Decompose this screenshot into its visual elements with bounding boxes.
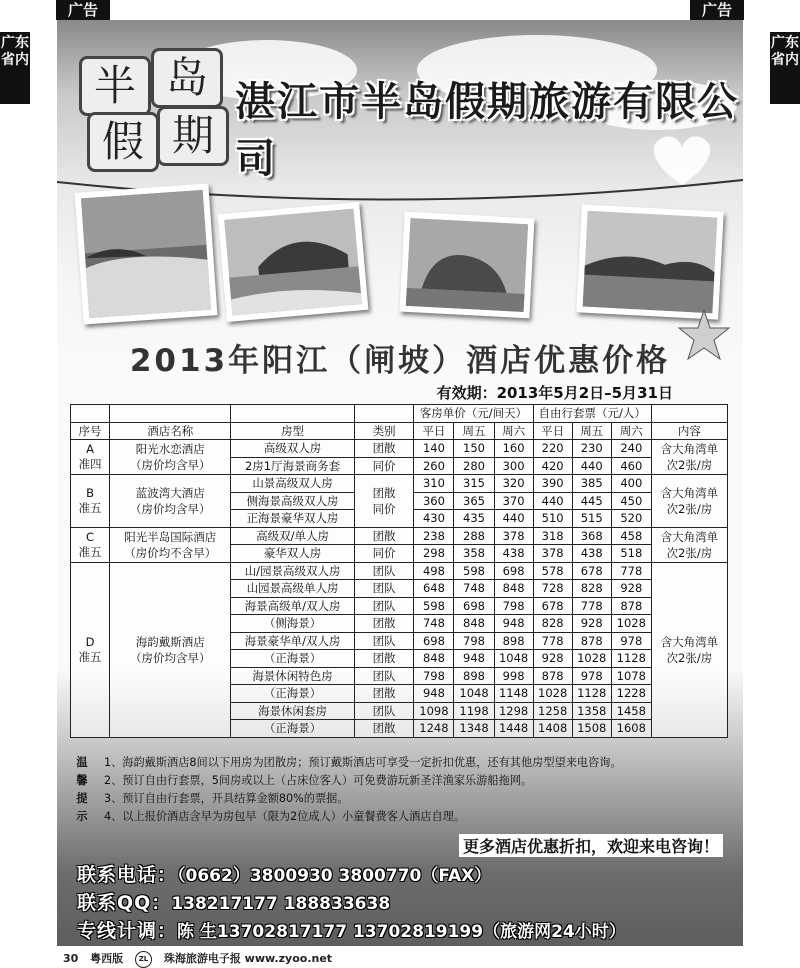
more-discount-note: 更多酒店优惠折扣，欢迎来电咨询！ <box>459 834 723 857</box>
hotel-grade: 准五 <box>78 500 102 515</box>
room-category: 团散 <box>354 440 414 458</box>
hotel-note: （房价均含早） <box>129 650 211 665</box>
column-header: 类别 <box>354 422 414 440</box>
brand-logo <box>79 48 229 166</box>
side-tab-right <box>770 32 800 104</box>
package-price: 390 <box>533 475 572 493</box>
room-price: 288 <box>454 527 494 545</box>
room-price: 948 <box>414 685 454 703</box>
contact-label: 联系电话： <box>77 864 178 886</box>
column-header: 内容 <box>651 422 727 440</box>
package-content: 含大角湾单 <box>660 634 719 649</box>
room-category: 团队 <box>354 562 414 580</box>
package-price: 928 <box>572 615 611 633</box>
photo-beach-1 <box>75 183 218 324</box>
package-content: 含大角湾单 <box>660 442 719 456</box>
room-category: 同价 <box>354 545 414 563</box>
room-price: 435 <box>454 510 494 528</box>
room-price: 698 <box>414 632 454 650</box>
contact-hotline <box>77 916 626 943</box>
package-price: 520 <box>611 510 651 528</box>
room-price: 365 <box>454 492 494 510</box>
package-price: 1458 <box>611 702 651 720</box>
room-price: 498 <box>414 562 454 580</box>
package-price: 1608 <box>611 720 651 738</box>
table-row <box>71 527 728 545</box>
room-price: 1048 <box>494 650 533 668</box>
contact-label: 专线计调： <box>77 920 178 942</box>
page-footer <box>63 950 340 968</box>
column-header: 平日 <box>533 422 572 440</box>
package-price: 440 <box>572 457 611 475</box>
package-price: 518 <box>611 545 651 563</box>
room-price: 1448 <box>494 720 533 738</box>
package-price: 778 <box>572 597 611 615</box>
package-price: 828 <box>533 615 572 633</box>
room-category: 团队 <box>354 667 414 685</box>
room-type: 海景休闲特色房 <box>231 667 354 685</box>
contact-qq <box>77 888 390 915</box>
room-price: 370 <box>494 492 533 510</box>
room-price: 140 <box>414 440 454 458</box>
contact-value: 138217177 188833638 <box>171 894 391 914</box>
column-header: 周六 <box>494 422 533 440</box>
hotel-name-cell <box>110 527 231 562</box>
room-price: 1048 <box>454 685 494 703</box>
hotel-id: D <box>85 634 95 649</box>
room-type: 侧海景高级双人房 <box>231 492 354 510</box>
package-price: 1028 <box>572 650 611 668</box>
tips-label-char: 提 <box>76 792 88 805</box>
room-price: 1348 <box>454 720 494 738</box>
package-content: 次2张/房 <box>666 545 713 560</box>
publication-name: 珠海旅游电子报 www.zyoo.net <box>163 952 333 965</box>
hotel-name: 阳光半岛国际酒店 <box>124 529 217 544</box>
package-price: 460 <box>611 457 651 475</box>
room-price: 698 <box>454 597 494 615</box>
room-price: 1198 <box>454 702 494 720</box>
hotel-id: C <box>86 529 95 544</box>
room-price: 1098 <box>414 702 454 720</box>
tips-label-char: 示 <box>76 810 88 823</box>
hotel-grade: 准五 <box>78 544 102 559</box>
room-type: 高级双人房 <box>231 440 354 458</box>
table-header-cell <box>231 405 354 423</box>
room-type: 高级双/单人房 <box>231 527 354 545</box>
tip-item: 4、以上报价酒店含早为房包早（限为2位成人）小童餐费客人酒店自理。 <box>104 810 466 823</box>
room-price: 378 <box>494 527 533 545</box>
room-category: 团散 <box>354 720 414 738</box>
room-category: 同价 <box>354 457 414 475</box>
room-category: 团散 <box>354 650 414 668</box>
page-number: 30 <box>63 952 79 965</box>
room-type: 海景休闲套房 <box>231 702 354 720</box>
package-price: 878 <box>572 632 611 650</box>
room-price: 358 <box>454 545 494 563</box>
hotel-id: B <box>86 485 94 500</box>
room-price: 360 <box>414 492 454 510</box>
room-type: 山景高级双人房 <box>231 475 354 493</box>
room-price: 898 <box>494 632 533 650</box>
table-header-cell <box>354 405 414 423</box>
package-content-cell <box>651 440 727 475</box>
room-category: 团队 <box>354 632 414 650</box>
room-type: 豪华双人房 <box>231 545 354 563</box>
package-price: 978 <box>572 667 611 685</box>
page-title: 2013年阳江（闸坡）酒店优惠价格 <box>129 343 671 379</box>
room-price: 438 <box>494 545 533 563</box>
room-price: 948 <box>494 615 533 633</box>
ad-label-right: 广告 <box>690 0 744 20</box>
room-price: 260 <box>414 457 454 475</box>
hotel-name-cell <box>110 475 231 528</box>
hotel-rows <box>71 440 728 738</box>
package-price: 515 <box>572 510 611 528</box>
company-name: 湛江市半岛假期旅游有限公司 <box>235 79 739 182</box>
package-content-cell <box>651 562 727 737</box>
room-category: 团散 <box>354 527 414 545</box>
room-category-cell <box>354 475 414 528</box>
package-price: 828 <box>572 580 611 598</box>
room-type: 正海景豪华双人房 <box>231 510 354 528</box>
room-price: 998 <box>494 667 533 685</box>
package-price: 778 <box>611 562 651 580</box>
room-price: 598 <box>414 597 454 615</box>
package-price: 1228 <box>611 685 651 703</box>
package-price: 1258 <box>533 702 572 720</box>
room-price: 320 <box>494 475 533 493</box>
section-name: 粤西版 <box>90 952 124 965</box>
room-price: 310 <box>414 475 454 493</box>
side-tab-left-text: 广东省内 <box>1 35 29 68</box>
hotel-id-cell <box>71 475 110 528</box>
package-price: 1128 <box>572 685 611 703</box>
room-price: 898 <box>454 667 494 685</box>
package-price: 458 <box>611 527 651 545</box>
hotel-name-cell <box>110 562 231 737</box>
package-price: 400 <box>611 475 651 493</box>
room-type: （正海景） <box>231 685 354 703</box>
package-price-group-header: 自由行套票（元/人） <box>533 405 651 423</box>
hotel-note: （房价均含早） <box>129 501 211 516</box>
side-tab-left <box>0 32 30 104</box>
room-price: 598 <box>454 562 494 580</box>
package-content: 次2张/房 <box>666 458 713 472</box>
package-content: 含大角湾单 <box>660 529 719 544</box>
package-price: 1028 <box>611 615 651 633</box>
hotel-price-table <box>70 404 728 738</box>
ad-label-left: 广告 <box>56 0 110 20</box>
hotel-id-cell <box>71 527 110 562</box>
package-content-cell <box>651 527 727 562</box>
package-content-cell <box>651 475 727 528</box>
photo-beach-2 <box>218 202 369 322</box>
room-type: 山园景高级单人房 <box>231 580 354 598</box>
logo-char: 期 <box>157 106 229 166</box>
hotel-note: （房价均不含早） <box>124 545 217 560</box>
column-header: 周五 <box>454 422 494 440</box>
package-price: 420 <box>533 457 572 475</box>
room-price: 1248 <box>414 720 454 738</box>
room-price-group-header: 客房单价（元/间天） <box>414 405 533 423</box>
side-tab-right-text: 广东省内 <box>771 35 799 68</box>
room-price: 238 <box>414 527 454 545</box>
tips-list <box>104 754 622 826</box>
table-row <box>71 475 728 493</box>
package-price: 240 <box>611 440 651 458</box>
hotel-grade: 准五 <box>78 649 102 664</box>
package-content: 次2张/房 <box>666 650 713 665</box>
validity-period: 有效期：2013年5月2日–5月31日 <box>436 384 673 402</box>
package-price: 1128 <box>611 650 651 668</box>
table-row <box>71 562 728 580</box>
photo-bay <box>576 204 723 319</box>
package-price: 1408 <box>533 720 572 738</box>
room-type: 海景豪华单/双人房 <box>231 632 354 650</box>
hotel-name: 蓝波湾大酒店 <box>135 485 205 500</box>
package-price: 438 <box>572 545 611 563</box>
room-price: 848 <box>494 580 533 598</box>
room-category: 团队 <box>354 702 414 720</box>
contact-value: （0662）3800930 3800770（FAX） <box>177 866 492 886</box>
hotel-id-cell <box>71 440 110 475</box>
room-type: （正海景） <box>231 650 354 668</box>
table-header-cell <box>651 405 727 423</box>
room-price: 748 <box>414 615 454 633</box>
package-price: 450 <box>611 492 651 510</box>
hotel-note: （房价均含早） <box>129 458 211 472</box>
hotel-name-cell <box>110 440 231 475</box>
contact-value: 陈 生13702817177 13702819199（旅游网24小时） <box>177 922 626 942</box>
room-type: （正海景） <box>231 720 354 738</box>
room-price: 1148 <box>494 685 533 703</box>
room-price: 848 <box>454 615 494 633</box>
package-price: 1508 <box>572 720 611 738</box>
room-price: 848 <box>414 650 454 668</box>
room-price: 748 <box>454 580 494 598</box>
package-price: 318 <box>533 527 572 545</box>
room-price: 1298 <box>494 702 533 720</box>
tip-item: 3、预订自由行套票，开具结算金额80%的票据。 <box>104 792 349 805</box>
package-price: 1028 <box>533 685 572 703</box>
room-price: 315 <box>454 475 494 493</box>
room-category: 团队 <box>354 597 414 615</box>
table-header-cell <box>71 405 110 423</box>
package-price: 928 <box>611 580 651 598</box>
room-price: 160 <box>494 440 533 458</box>
logo-char: 岛 <box>151 48 223 108</box>
tip-item: 1、海韵戴斯酒店8间以下用房为团散房；预订戴斯酒店可享受一定折扣优惠，还有其他房型望来电咨询。 <box>104 756 622 769</box>
package-content: 次2张/房 <box>666 501 713 516</box>
room-price: 440 <box>494 510 533 528</box>
table-header-cell <box>110 405 231 423</box>
package-price: 445 <box>572 492 611 510</box>
publication-logo-icon: ZL <box>135 951 152 968</box>
room-price: 948 <box>454 650 494 668</box>
column-header: 周六 <box>611 422 651 440</box>
room-price: 798 <box>454 632 494 650</box>
package-price: 728 <box>533 580 572 598</box>
room-price: 280 <box>454 457 494 475</box>
tips-label-char: 温 <box>76 756 88 769</box>
table-group-header-row <box>71 405 728 423</box>
column-header: 序号 <box>71 422 110 440</box>
column-header: 周五 <box>572 422 611 440</box>
logo-char: 假 <box>87 112 159 172</box>
room-price: 798 <box>494 597 533 615</box>
package-price: 778 <box>533 632 572 650</box>
tips-label-char: 馨 <box>76 774 88 787</box>
room-price: 798 <box>414 667 454 685</box>
package-price: 230 <box>572 440 611 458</box>
hotel-name: 阳光水恋酒店 <box>135 442 205 456</box>
package-price: 440 <box>533 492 572 510</box>
room-category: 同价 <box>372 501 396 516</box>
package-price: 978 <box>611 632 651 650</box>
package-price: 510 <box>533 510 572 528</box>
room-type: 海景高级单/双人房 <box>231 597 354 615</box>
column-header: 平日 <box>414 422 454 440</box>
hotel-id: A <box>86 442 94 456</box>
logo-char: 半 <box>79 56 151 116</box>
package-content: 含大角湾单 <box>660 485 719 500</box>
room-price: 150 <box>454 440 494 458</box>
hotel-name: 海韵戴斯酒店 <box>135 634 205 649</box>
room-type: 山/园景高级双人房 <box>231 562 354 580</box>
room-price: 698 <box>494 562 533 580</box>
contact-phone <box>77 860 491 887</box>
package-price: 878 <box>611 597 651 615</box>
hotel-grade: 准四 <box>78 457 102 471</box>
package-price: 1078 <box>611 667 651 685</box>
room-category: 团散 <box>372 485 396 500</box>
room-price: 298 <box>414 545 454 563</box>
contact-label: 联系QQ： <box>77 892 172 914</box>
tips-label <box>70 754 94 826</box>
package-price: 378 <box>533 545 572 563</box>
room-price: 430 <box>414 510 454 528</box>
column-header: 房型 <box>231 422 354 440</box>
room-price: 648 <box>414 580 454 598</box>
package-price: 678 <box>533 597 572 615</box>
advertisement-poster <box>57 20 743 946</box>
room-category: 团队 <box>354 580 414 598</box>
tip-item: 2、预订自由行套票，5间房或以上（占床位客人）可免费游玩新圣洋渔家乐游船拖网。 <box>104 774 533 787</box>
package-price: 368 <box>572 527 611 545</box>
room-type: （侧海景） <box>231 615 354 633</box>
package-price: 1358 <box>572 702 611 720</box>
table-row <box>71 440 728 458</box>
package-price: 678 <box>572 562 611 580</box>
hotel-id-cell <box>71 562 110 737</box>
room-type: 2房1厅海景商务套 <box>231 457 354 475</box>
column-header: 酒店名称 <box>110 422 231 440</box>
room-price: 300 <box>494 457 533 475</box>
package-price: 928 <box>533 650 572 668</box>
package-price: 220 <box>533 440 572 458</box>
photo-rock <box>399 212 534 319</box>
package-price: 878 <box>533 667 572 685</box>
package-price: 578 <box>533 562 572 580</box>
table-header-row <box>71 422 728 440</box>
room-category: 团散 <box>354 615 414 633</box>
room-category: 团散 <box>354 685 414 703</box>
package-price: 385 <box>572 475 611 493</box>
